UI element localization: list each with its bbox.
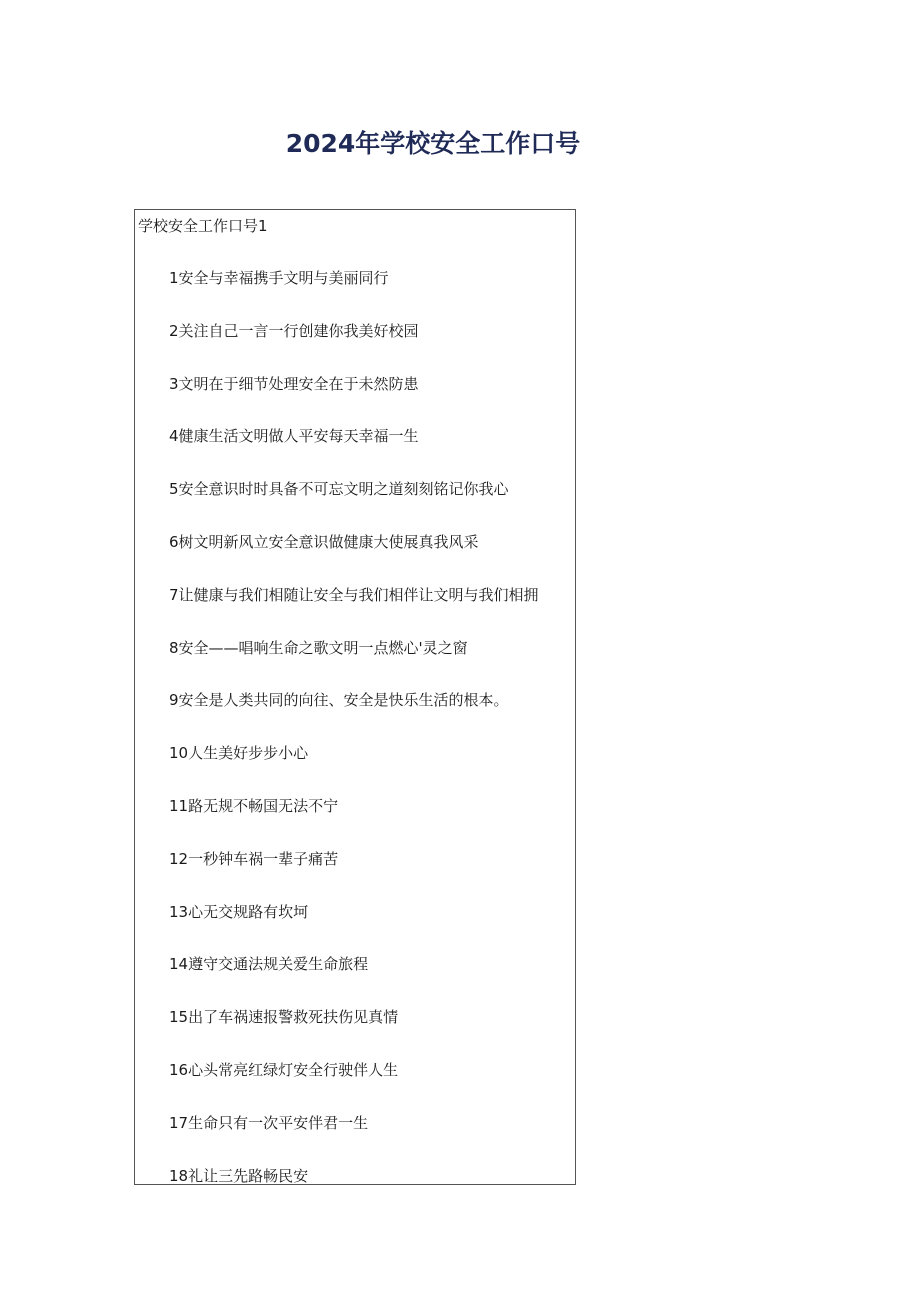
slogan-item: 17生命只有一次平安伴君一生 <box>169 1113 369 1132</box>
slogan-item: 13心无交规路有坎坷 <box>169 902 309 921</box>
slogan-item: 11路无规不畅国无法不宁 <box>169 796 339 815</box>
slogan-item: 5安全意识时时具备不可忘文明之道刻刻铭记你我心 <box>169 480 509 499</box>
page-title: 2024年学校安全工作口号 <box>285 129 581 158</box>
slogan-item: 4健康生活文明做人平安每天幸福一生 <box>169 427 419 446</box>
content-box <box>134 209 576 1185</box>
slogan-item: 6树文明新风立安全意识做健康大使展真我风采 <box>169 532 479 551</box>
slogan-item: 12一秒钟车祸一辈子痛苦 <box>169 849 339 868</box>
slogan-item: 14遵守交通法规关爱生命旅程 <box>169 955 369 974</box>
slogan-item: 7让健康与我们相随让安全与我们相伴让文明与我们相拥 <box>169 585 539 604</box>
slogan-item: 15出了车祸速报警救死扶伤见真情 <box>169 1008 399 1027</box>
slogan-item: 8安全——唱响生命之歌文明一点燃心'灵之窗 <box>169 638 468 657</box>
slogan-item: 2关注自己一言一行创建你我美好校园 <box>169 321 419 340</box>
slogan-item: 9安全是人类共同的向往、安全是快乐生活的根本。 <box>169 691 509 710</box>
slogan-item: 3文明在于细节处理安全在于未然防患 <box>169 374 419 393</box>
slogan-item: 10人生美好步步小心 <box>169 744 309 763</box>
slogan-item: 1安全与幸福携手文明与美丽同行 <box>169 269 389 287</box>
slogan-list <box>169 267 539 1217</box>
slogan-item: 18礼让三先路畅民安 <box>169 1166 309 1185</box>
slogan-item: 16心头常亮红绿灯安全行驶伴人生 <box>169 1060 399 1079</box>
section-heading: 学校安全工作口号1 <box>138 217 268 235</box>
